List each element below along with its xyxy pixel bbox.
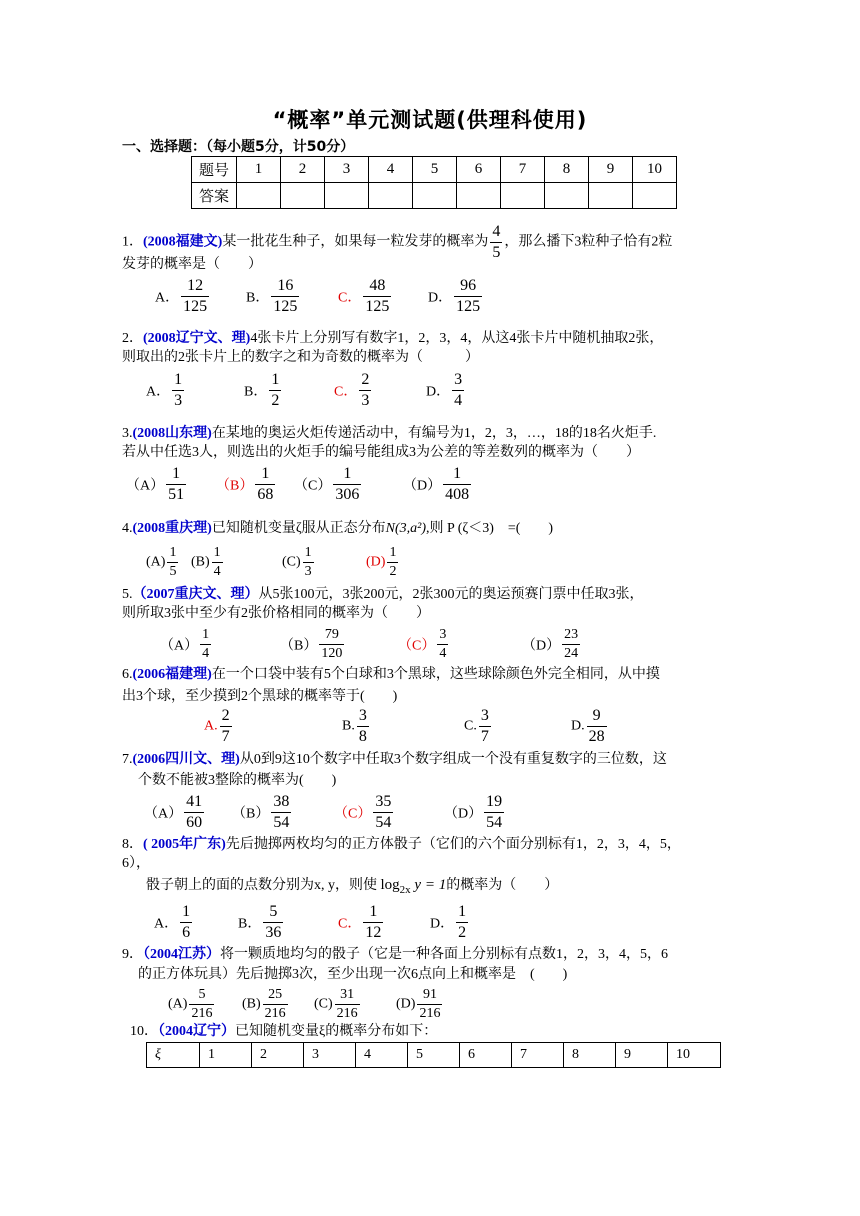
q9-text: 将一颗质地均匀的骰子（它是一种各面上分别标有点数1，2，3，4，5，6 <box>220 947 668 962</box>
q8-number: 8． <box>122 837 143 852</box>
fraction-denominator: 4 <box>202 646 210 661</box>
q3-option-d[interactable] <box>403 464 473 505</box>
q1-stem-line2: 发芽的概率是（ ） <box>122 257 262 272</box>
q7-option-d[interactable] <box>444 792 506 833</box>
fraction-denominator: 6 <box>182 924 191 941</box>
option-fraction <box>335 986 360 1023</box>
fraction-denominator: 5 <box>169 564 177 579</box>
q4-source: (2008重庆理) <box>132 521 212 536</box>
fraction-numerator: 3 <box>479 706 491 727</box>
q9-option-a[interactable] <box>168 986 216 1023</box>
answer-table-number: 3 <box>325 157 369 183</box>
option-fraction <box>359 370 371 411</box>
answer-table-number: 6 <box>457 157 501 183</box>
q5-option-b[interactable] <box>280 626 346 663</box>
fraction-denominator: 125 <box>273 298 298 315</box>
answer-table-answer-row <box>192 183 677 209</box>
option-fraction <box>452 370 464 411</box>
fraction-numerator: 5 <box>189 986 214 1005</box>
q6-number: 6. <box>122 667 133 682</box>
answer-table-number: 9 <box>589 157 633 183</box>
option-label: (A) <box>168 996 188 1012</box>
option-label: B. <box>342 718 355 734</box>
fraction-numerator: 1 <box>269 370 281 391</box>
option-fraction <box>303 544 314 581</box>
fraction-numerator: 48 <box>363 276 391 297</box>
fraction-numerator: 31 <box>335 986 360 1005</box>
fraction-numerator: 41 <box>184 792 204 813</box>
option-label: （A） <box>160 638 199 654</box>
q8-option-c[interactable] <box>338 902 385 943</box>
answer-cell[interactable] <box>413 183 457 209</box>
option-label: B． <box>244 384 268 400</box>
option-label: （B） <box>232 806 270 822</box>
distribution-cell: 10 <box>668 1043 721 1068</box>
q7-number: 7. <box>122 752 133 767</box>
fraction-denominator: 125 <box>456 298 481 315</box>
fraction-numerator: 3 <box>437 626 448 645</box>
q9-option-c[interactable] <box>314 986 362 1023</box>
option-fraction <box>363 902 383 943</box>
option-fraction <box>319 626 344 663</box>
fraction-denominator: 2 <box>458 924 467 941</box>
answer-cell[interactable] <box>369 183 413 209</box>
q3-option-c[interactable] <box>294 464 363 505</box>
q9-stem-line2: 的正方体玩具）先后抛掷3次，至少出现一次6点向上和概率是 ( ) <box>138 967 568 982</box>
fraction-numerator: 2 <box>220 706 232 727</box>
q5-stem-line2: 则所取3张中至少有2张价格相同的概率为（ ） <box>122 606 430 621</box>
fraction-numerator: 96 <box>454 276 482 297</box>
fraction-denominator: 28 <box>588 728 605 745</box>
q8-log-expression <box>380 877 447 896</box>
option-label: （D） <box>444 806 483 822</box>
fraction-numerator: 5 <box>263 902 283 923</box>
q9-source: （2004江苏） <box>143 947 220 962</box>
answer-cell[interactable] <box>589 183 633 209</box>
option-fraction <box>333 464 361 505</box>
fraction-numerator: 1 <box>172 370 184 391</box>
q6-stem-line2: 出3个球，至少摸到2个黑球的概率等于( ) <box>122 689 398 704</box>
option-fraction <box>484 792 504 833</box>
q2-number: 2． <box>122 331 143 346</box>
answer-cell[interactable] <box>457 183 501 209</box>
fraction-denominator: 216 <box>419 1006 441 1021</box>
distribution-cell: 1 <box>200 1043 252 1068</box>
fraction-numerator: 4 <box>490 222 502 243</box>
option-label: (D) <box>366 554 386 570</box>
option-label: (A) <box>146 554 166 570</box>
fraction-denominator: 125 <box>183 298 208 315</box>
fraction-denominator: 3 <box>304 564 312 579</box>
option-label: B． <box>238 916 262 932</box>
fraction-denominator: 54 <box>273 814 290 831</box>
fraction-numerator: 1 <box>255 464 275 485</box>
q1-source: (2008福建文) <box>143 234 223 250</box>
q2-stem-line2: 则取出的2张卡片上的数字之和为奇数的概率为（ ） <box>122 350 479 365</box>
q8-option-b[interactable] <box>238 902 285 943</box>
distribution-cell: 2 <box>252 1043 304 1068</box>
option-fraction <box>180 902 192 943</box>
q8-option-a[interactable] <box>154 902 194 943</box>
q5-option-d[interactable] <box>522 626 582 663</box>
fraction-denominator: 54 <box>375 814 392 831</box>
q1-text: ，那么播下3粒种子恰有2粒 <box>504 234 673 250</box>
fraction-numerator: 79 <box>319 626 344 645</box>
q9-option-b[interactable] <box>242 986 290 1023</box>
q2-text: 4张卡片上分别写有数字1，2，3，4，从这4张卡片中随机抽取2张， <box>250 331 664 346</box>
q4-normal-notation: N(3,a²) <box>385 521 426 536</box>
q6-option-d[interactable] <box>571 706 609 747</box>
q1-option-d[interactable] <box>428 276 484 317</box>
distribution-cell: 4 <box>356 1043 408 1068</box>
option-fraction <box>189 986 214 1023</box>
option-fraction <box>167 544 178 581</box>
q10-stem <box>130 1023 437 1041</box>
q8-option-d[interactable] <box>430 902 470 943</box>
fraction-denominator: 12 <box>365 924 382 941</box>
q10-source: （2004辽宁） <box>158 1024 235 1039</box>
fraction-numerator: 1 <box>212 544 223 563</box>
q5-option-c[interactable] <box>398 626 450 663</box>
distribution-cell: 7 <box>512 1043 564 1068</box>
fraction-numerator: 3 <box>357 706 369 727</box>
q3-source: (2008山东理) <box>132 426 212 441</box>
option-fraction <box>181 276 209 317</box>
option-label: D． <box>428 290 453 306</box>
q1-option-c[interactable] <box>338 276 393 317</box>
q8-stem-line3 <box>146 876 558 899</box>
fraction-numerator: 1 <box>200 626 211 645</box>
q1-inline-fraction <box>490 222 502 263</box>
option-label: C． <box>338 916 362 932</box>
option-label: D． <box>426 384 451 400</box>
q8-text: 先后抛掷两枚均匀的正方体骰子（它们的六个面分别标有1，2，3，4，5， <box>225 837 681 852</box>
fraction-denominator: 51 <box>168 486 185 503</box>
fraction-denominator: 54 <box>486 814 503 831</box>
option-fraction <box>479 706 491 747</box>
answer-cell[interactable] <box>633 183 677 209</box>
q3-text: 在某地的奥运火炬传递活动中，有编号为1，2，3，…，18的18名火炬手. <box>211 426 657 441</box>
q7-text: 从0到9这10个数字中任取3个数字组成一个没有重复数字的三位数，这 <box>239 752 667 767</box>
q1-number: 1． <box>122 234 143 250</box>
fraction-numerator: 1 <box>166 464 186 485</box>
fraction-denominator: 4 <box>213 564 221 579</box>
option-label: （A） <box>126 478 165 494</box>
answer-table-number: 10 <box>633 157 677 183</box>
option-fraction <box>357 706 369 747</box>
option-fraction <box>373 792 393 833</box>
q8-stem-line1 <box>122 836 681 854</box>
fraction-numerator: 12 <box>181 276 209 297</box>
answer-cell[interactable] <box>501 183 545 209</box>
option-fraction <box>271 276 299 317</box>
option-label: A. <box>204 718 218 734</box>
answer-cell[interactable] <box>325 183 369 209</box>
answer-cell[interactable] <box>281 183 325 209</box>
option-label: （C） <box>294 478 332 494</box>
fraction-numerator: 2 <box>359 370 371 391</box>
option-fraction <box>200 626 211 663</box>
answer-table-number: 4 <box>369 157 413 183</box>
q7-stem-line2: 个数不能被3整除的概率为( ) <box>138 773 337 788</box>
answer-table-number: 2 <box>281 157 325 183</box>
fraction-numerator: 1 <box>333 464 361 485</box>
q4-option-d[interactable] <box>366 544 400 581</box>
q8-source: ( 2005年广东) <box>143 837 226 852</box>
fraction-numerator: 1 <box>180 902 192 923</box>
q2-option-d[interactable] <box>426 370 466 411</box>
fraction-denominator: 216 <box>191 1006 213 1021</box>
q6-option-b[interactable] <box>342 706 371 747</box>
fraction-denominator: 306 <box>335 486 360 503</box>
option-fraction <box>212 544 223 581</box>
option-fraction <box>454 276 482 317</box>
q1-text: 某一批花生种子，如果每一粒发芽的概率为 <box>222 234 489 250</box>
xi-symbol: ξ <box>155 1047 161 1062</box>
q6-stem-line1 <box>122 666 660 684</box>
distribution-cell: 3 <box>304 1043 356 1068</box>
option-label: B． <box>246 290 270 306</box>
q6-source: (2006福建理) <box>132 667 212 682</box>
option-label: （D） <box>403 478 442 494</box>
option-fraction <box>184 792 204 833</box>
fraction-numerator: 1 <box>387 544 398 563</box>
option-fraction <box>166 464 186 505</box>
fraction-numerator: 1 <box>443 464 471 485</box>
option-label: A． <box>154 916 179 932</box>
q1-option-a[interactable] <box>155 276 211 317</box>
option-label: （C） <box>398 638 436 654</box>
option-label: （C） <box>334 806 372 822</box>
q4-text: ,则 P (ζ＜3) =( ) <box>425 521 554 536</box>
fraction-numerator: 25 <box>263 986 288 1005</box>
q7-stem-line1 <box>122 751 667 769</box>
option-label: A． <box>146 384 171 400</box>
fraction-denominator: 120 <box>321 646 343 661</box>
fraction-denominator: 216 <box>336 1006 358 1021</box>
distribution-table <box>146 1042 721 1068</box>
option-label: D. <box>571 718 585 734</box>
q2-option-a[interactable] <box>146 370 186 411</box>
fraction-numerator: 19 <box>484 792 504 813</box>
log-base: 2x <box>399 884 411 896</box>
fraction-numerator: 1 <box>456 902 468 923</box>
q2-stem-line1 <box>122 330 663 348</box>
option-fraction <box>271 792 291 833</box>
q4-text: 已知随机变量ζ服从正态分布 <box>211 521 386 536</box>
q7-option-b[interactable] <box>232 792 293 833</box>
page-title: “概率”单元测试题(供理科使用) <box>272 108 588 132</box>
q6-text: 在一个口袋中装有5个白球和3个黑球，这些球除颜色外完全相同，从中摸 <box>211 667 660 682</box>
q7-option-c[interactable] <box>334 792 395 833</box>
q6-option-a[interactable] <box>204 706 234 747</box>
option-fraction <box>587 706 607 747</box>
fraction-numerator: 3 <box>452 370 464 391</box>
q4-option-c[interactable] <box>282 544 316 581</box>
log-rest: y = 1 <box>414 877 447 893</box>
fraction-denominator: 125 <box>365 298 390 315</box>
fraction-denominator: 2 <box>389 564 397 579</box>
option-fraction <box>172 370 184 411</box>
q3-option-b[interactable] <box>216 464 277 505</box>
answer-table-number: 7 <box>501 157 545 183</box>
q9-number: 9． <box>122 947 143 962</box>
q2-option-b[interactable] <box>244 370 283 411</box>
distribution-row-label <box>147 1043 200 1068</box>
option-label: A． <box>155 290 180 306</box>
option-label: C. <box>464 718 477 734</box>
answer-table-header-row <box>192 157 677 183</box>
option-fraction <box>456 902 468 943</box>
option-label: (C) <box>314 996 333 1012</box>
fraction-denominator: 3 <box>361 392 370 409</box>
fraction-numerator: 1 <box>303 544 314 563</box>
fraction-numerator: 1 <box>167 544 178 563</box>
q1-option-b[interactable] <box>246 276 301 317</box>
distribution-cell: 9 <box>616 1043 668 1068</box>
q10-text: 已知随机变量ξ的概率分布如下： <box>235 1024 438 1039</box>
fraction-numerator: 91 <box>417 986 442 1005</box>
fraction-denominator: 2 <box>271 392 280 409</box>
option-label: （D） <box>522 638 561 654</box>
fraction-denominator: 60 <box>186 814 203 831</box>
option-fraction <box>443 464 471 505</box>
section-heading: 一、选择题：（每小题5分，计50分） <box>122 139 355 155</box>
fraction-numerator: 35 <box>373 792 393 813</box>
q5-stem-line1 <box>122 586 644 604</box>
q7-option-a[interactable] <box>144 792 206 833</box>
q7-source: (2006四川文、理) <box>132 752 240 767</box>
option-label: C． <box>338 290 362 306</box>
fraction-denominator: 8 <box>358 728 367 745</box>
option-fraction <box>387 544 398 581</box>
q3-number: 3. <box>122 426 133 441</box>
q9-option-d[interactable] <box>396 986 444 1023</box>
fraction-numerator: 23 <box>562 626 580 645</box>
option-fraction <box>363 276 391 317</box>
distribution-cell: 5 <box>408 1043 460 1068</box>
option-fraction <box>269 370 281 411</box>
fraction-denominator: 408 <box>445 486 470 503</box>
distribution-row <box>147 1043 721 1068</box>
q2-source: (2008辽宁文、理) <box>143 331 251 346</box>
fraction-numerator: 1 <box>363 902 383 923</box>
answer-cell[interactable] <box>237 183 281 209</box>
fraction-denominator: 68 <box>257 486 274 503</box>
answer-cell[interactable] <box>545 183 589 209</box>
q4-option-a[interactable] <box>146 544 180 581</box>
option-label: (B) <box>191 554 210 570</box>
option-label: （B） <box>216 478 254 494</box>
fraction-denominator: 7 <box>221 728 230 745</box>
q8-text: 的概率为（ ） <box>446 878 559 893</box>
fraction-denominator: 4 <box>454 392 463 409</box>
option-label: （A） <box>144 806 183 822</box>
fraction-numerator: 9 <box>587 706 607 727</box>
fraction-denominator: 5 <box>492 244 501 261</box>
option-label: (C) <box>282 554 301 570</box>
option-fraction <box>255 464 275 505</box>
option-fraction <box>220 706 232 747</box>
option-fraction <box>263 986 288 1023</box>
option-label: D． <box>430 916 455 932</box>
q2-option-c[interactable] <box>334 370 373 411</box>
option-fraction <box>562 626 580 663</box>
q8-stem-line2: 6）， <box>122 856 150 871</box>
q10-number: 10． <box>130 1024 158 1039</box>
q5-text: 从5张100元，3张200元，2张300元的奥运预赛门票中任取3张， <box>258 587 644 602</box>
answer-table-number: 8 <box>545 157 589 183</box>
log-text: log <box>380 877 400 893</box>
q5-source: （2007重庆文、理） <box>132 587 259 602</box>
option-fraction <box>437 626 448 663</box>
q4-stem <box>122 520 553 538</box>
q4-number: 4. <box>122 521 133 536</box>
fraction-denominator: 216 <box>264 1006 286 1021</box>
distribution-cell: 8 <box>564 1043 616 1068</box>
fraction-denominator: 36 <box>265 924 282 941</box>
answer-table-header-label: 题号 <box>192 157 237 183</box>
fraction-denominator: 4 <box>439 646 447 661</box>
distribution-cell: 6 <box>460 1043 512 1068</box>
q6-option-c[interactable] <box>464 706 493 747</box>
option-fraction <box>263 902 283 943</box>
q3-stem-line1 <box>122 425 656 443</box>
q8-text: 骰子朝上的面的点数分别为x, y，则使 <box>146 878 377 893</box>
option-label: (D) <box>396 996 416 1012</box>
option-label: C． <box>334 384 358 400</box>
q3-option-a[interactable] <box>126 464 188 505</box>
q5-number: 5. <box>122 587 133 602</box>
q4-option-b[interactable] <box>191 544 225 581</box>
q5-option-a[interactable] <box>160 626 213 663</box>
fraction-denominator: 3 <box>174 392 183 409</box>
answer-table-answer-label: 答案 <box>192 183 237 209</box>
option-fraction <box>417 986 442 1023</box>
option-label: （B） <box>280 638 318 654</box>
fraction-numerator: 38 <box>271 792 291 813</box>
answer-table-number: 1 <box>237 157 281 183</box>
q9-stem-line1 <box>122 946 668 964</box>
answer-table-number: 5 <box>413 157 457 183</box>
q3-stem-line2: 若从中任选3人，则选出的火炬手的编号能组成3为公差的等差数列的概率为（ ） <box>122 445 640 460</box>
fraction-denominator: 7 <box>480 728 489 745</box>
fraction-denominator: 24 <box>564 646 579 661</box>
fraction-numerator: 16 <box>271 276 299 297</box>
answer-table <box>191 156 677 209</box>
option-label: (B) <box>242 996 261 1012</box>
